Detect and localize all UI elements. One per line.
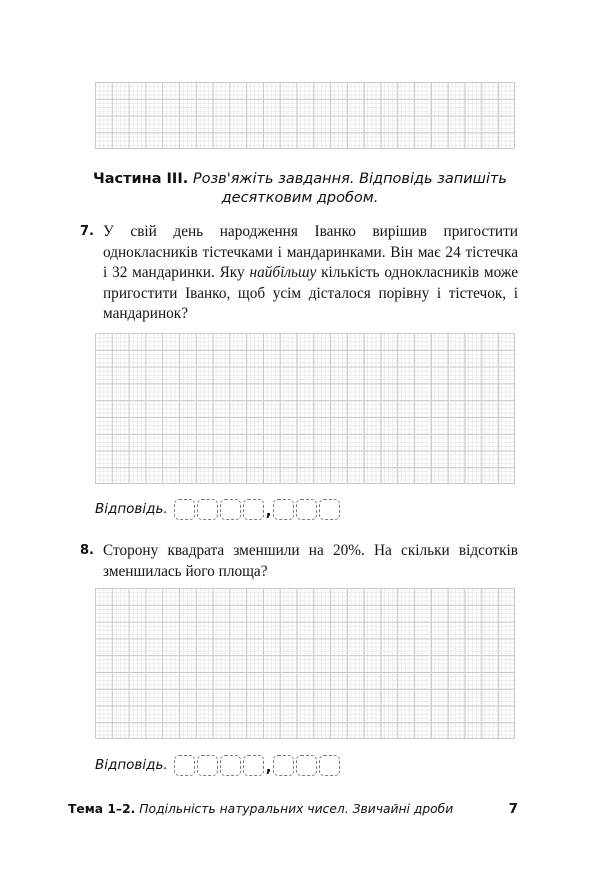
grid-work-area-task-7[interactable]: [95, 333, 515, 484]
answer-decimal-separator: ,: [265, 757, 272, 776]
answer-cell-dec-1[interactable]: [273, 499, 294, 520]
grid-work-area-task-8[interactable]: [95, 588, 515, 739]
answer-cell-dec-1[interactable]: [273, 755, 294, 776]
answer-label-task-8: Відповідь.: [95, 757, 168, 773]
answer-cell-int-1[interactable]: [174, 499, 195, 520]
answer-cell-dec-3[interactable]: [319, 755, 340, 776]
answer-cell-dec-2[interactable]: [296, 499, 317, 520]
part-heading-label: Частина III.: [93, 171, 189, 187]
part-heading-instruction: Розв'яжіть завдання. Відповідь запишіть десятковим дробом.: [188, 171, 507, 206]
footer-theme-title: Подільність натуральних чисел. Звичайні дроби: [139, 802, 454, 816]
answer-row-task-7: [95, 496, 342, 522]
task-7-emphasis: найбільшу: [249, 264, 317, 281]
task-7-number: 7.: [80, 224, 94, 239]
task-7-text: [103, 222, 518, 325]
answer-cell-int-1[interactable]: [174, 755, 195, 776]
footer-theme-label: Тема 1–2.: [68, 802, 136, 816]
answer-label-task-7: Відповідь.: [95, 501, 168, 517]
answer-cell-int-2[interactable]: [197, 499, 218, 520]
answer-cell-int-4[interactable]: [243, 755, 264, 776]
task-7: [68, 222, 518, 325]
answer-decimal-separator: ,: [265, 501, 272, 520]
task-7-text-part1: У свій день народження Іванко вирішив пригостити однокласників тістечками і мандаринками. Він має 24 тістечка і 32 мандаринки. Яку: [103, 223, 518, 281]
task-8-number: 8.: [80, 543, 94, 558]
answer-row-task-8: [95, 752, 342, 778]
answer-boxes-task-8: [174, 755, 343, 776]
task-8: [68, 541, 518, 582]
grid-work-area-top[interactable]: [95, 82, 515, 149]
answer-boxes-task-7: [174, 499, 343, 520]
answer-cell-int-4[interactable]: [243, 499, 264, 520]
task-8-text: [103, 541, 518, 582]
answer-cell-int-3[interactable]: [220, 499, 241, 520]
footer-page-number: 7: [508, 801, 518, 817]
task-7-text-part2: кількість однокласників може пригостити Іванко, щоб усім дісталося порівну і тістечок, і мандаринок?: [103, 264, 519, 322]
answer-cell-int-2[interactable]: [197, 755, 218, 776]
answer-cell-int-3[interactable]: [220, 755, 241, 776]
task-8-text-part1: Сторону квадрата зменшили на 20%. На скільки відсотків зменшилась його площа?: [103, 542, 518, 580]
answer-cell-dec-3[interactable]: [319, 499, 340, 520]
answer-cell-dec-2[interactable]: [296, 755, 317, 776]
page-footer: [68, 801, 518, 817]
part-heading: [88, 170, 512, 208]
